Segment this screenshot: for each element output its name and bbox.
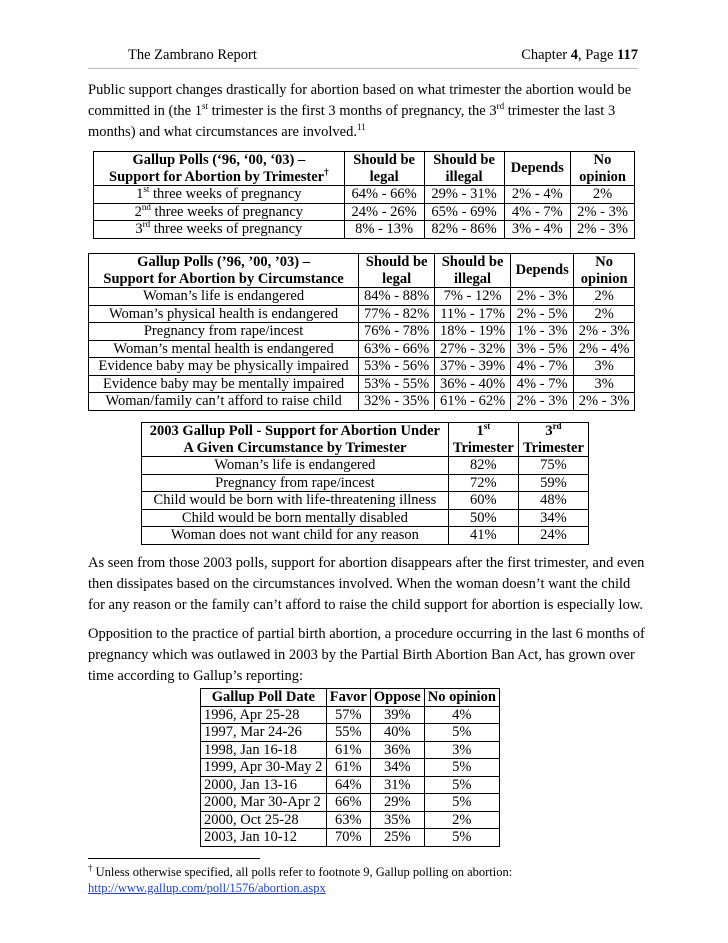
chapter-number: 4 (570, 47, 578, 63)
cell-legal: 84% - 88% (359, 288, 435, 306)
row-label: Child would be born mentally disabled (142, 509, 449, 527)
t1-h5b: opinion (579, 168, 626, 185)
cell-noopinion: 2% - 4% (574, 340, 635, 358)
cell-noopinion: 2% - 3% (574, 323, 635, 341)
cell-depends: 3% - 4% (504, 221, 571, 239)
t2-header-depends: Depends (511, 254, 574, 288)
t2-h5b: opinion (580, 270, 628, 287)
cell-favor: 61% (326, 741, 370, 759)
cell-noopinion: 3% (574, 358, 635, 376)
t4-header-date: Gallup Poll Date (201, 689, 327, 707)
t2-h1a: Gallup Polls (’96, ’00, ’03) – (137, 254, 310, 270)
cell-illegal: 29% - 31% (424, 186, 504, 204)
t1-h2a: Should be (353, 152, 415, 168)
cell-depends: 2% - 4% (504, 186, 571, 204)
table-row (201, 794, 500, 812)
cell-favor: 57% (326, 706, 370, 724)
para1-c: trimester the last 3 months) and what circumstances are involved. (88, 103, 616, 140)
footnote-text: Unless otherwise specified, all polls refer to footnote 9, Gallup polling on abortion: (92, 865, 513, 879)
cell-legal: 77% - 82% (359, 305, 435, 323)
dagger-ref: † (324, 166, 329, 177)
text: three weeks of pregnancy (150, 221, 303, 237)
t1-h1a: Gallup Polls (‘96, ‘00, ‘03) – (132, 152, 306, 168)
cell-noopinion: 2% - 3% (571, 203, 635, 221)
cell-illegal: 37% - 39% (435, 358, 511, 376)
num: 2 (134, 203, 142, 220)
row-label: Woman/family can’t afford to raise child (89, 393, 359, 411)
cell-illegal: 82% - 86% (424, 221, 504, 239)
cell-depends: 4% - 7% (511, 375, 574, 393)
cell-third: 48% (518, 492, 588, 510)
row-label: Pregnancy from rape/incest (142, 474, 449, 492)
row-label (94, 203, 345, 221)
t3-h3n: 3 (545, 423, 553, 439)
t2-header-legal (359, 254, 435, 288)
trimester-circumstance-table (141, 422, 589, 545)
cell-oppose: 34% (370, 759, 424, 777)
cell-legal: 63% - 66% (359, 340, 435, 358)
cell-legal: 53% - 56% (359, 358, 435, 376)
table-row (142, 474, 589, 492)
cell-noopinion: 3% (424, 741, 499, 759)
t3-h1a: 2003 Gallup Poll - Support for Abortion Under (149, 423, 440, 439)
t2-h5a: No (595, 254, 613, 270)
ordinal: nd (141, 201, 151, 212)
trimester-table (93, 151, 635, 239)
para1-sup1: st (201, 101, 208, 112)
t3-h2n: 1 (476, 423, 484, 439)
cell-depends: 2% - 3% (511, 288, 574, 306)
table-row (201, 706, 500, 724)
table-row (201, 811, 500, 829)
cell-legal: 76% - 78% (359, 323, 435, 341)
t2-h3b: illegal (454, 270, 492, 287)
cell-favor: 55% (326, 724, 370, 742)
t1-header-label (94, 152, 345, 186)
report-title: The Zambrano Report (128, 47, 257, 63)
cell-oppose: 36% (370, 741, 424, 759)
t1-header-depends: Depends (504, 152, 571, 186)
cell-first: 50% (448, 509, 518, 527)
t3-h1b: A Given Circumstance by Trimester (183, 439, 407, 456)
cell-first: 41% (448, 527, 518, 545)
row-label: Woman’s life is endangered (142, 457, 449, 475)
t4-header-favor: Favor (326, 689, 370, 707)
para1-b: trimester is the first 3 months of pregnancy, the 3 (207, 103, 497, 119)
cell-depends: 2% - 3% (511, 393, 574, 411)
cell-oppose: 25% (370, 829, 424, 847)
row-label (94, 186, 345, 204)
t2-h1b: Support for Abortion by Circumstance (103, 270, 344, 287)
row-label: Woman does not want child for any reason (142, 527, 449, 545)
cell-first: 60% (448, 492, 518, 510)
cell-depends: 4% - 7% (511, 358, 574, 376)
cell-illegal: 11% - 17% (435, 305, 511, 323)
num: 3 (135, 221, 143, 237)
cell-noopinion: 4% (424, 706, 499, 724)
table-row (89, 323, 635, 341)
cell-depends: 1% - 3% (511, 323, 574, 341)
footnote (88, 864, 512, 896)
cell-noopinion: 5% (424, 829, 499, 847)
cell-oppose: 31% (370, 776, 424, 794)
para3-text: Opposition to the practice of partial birth abortion, a procedure occurring in the last 6 months of pregnancy which was outlawed in 2003 by the Partial Birth Abortion Ban Act, has grown over time according to Gallup’s reporting: (88, 626, 645, 684)
row-label: Pregnancy from rape/incest (89, 323, 359, 341)
cell-noopinion: 2% (424, 811, 499, 829)
cell-legal: 64% - 66% (344, 186, 424, 204)
table-row (201, 741, 500, 759)
t2-header-label (89, 254, 359, 288)
cell-favor: 64% (326, 776, 370, 794)
cell-noopinion: 2% (574, 288, 635, 306)
footnote-mark: † (88, 862, 93, 873)
page-number: 117 (617, 47, 638, 63)
t3-h2b: Trimester (452, 439, 514, 456)
table-row (142, 492, 589, 510)
cell-oppose: 39% (370, 706, 424, 724)
cell-noopinion: 2% - 3% (574, 393, 635, 411)
cell-depends: 4% - 7% (504, 203, 571, 221)
para1-a: Public support changes drastically for abortion based on what trimester the abortion would be committed in (the 1 (88, 82, 632, 119)
cell-illegal: 61% - 62% (435, 393, 511, 411)
cell-depends: 2% - 5% (511, 305, 574, 323)
cell-favor: 63% (326, 811, 370, 829)
cell-legal: 53% - 55% (359, 375, 435, 393)
cell-oppose: 29% (370, 794, 424, 812)
row-label: Evidence baby may be mentally impaired (89, 375, 359, 393)
para2-text: As seen from those 2003 polls, support for abortion disappears after the first trimester, and even then dissipates based on the circumstances involved. When the woman doesn’t want the child for any reason or the family can’t afford to raise the child support for abortion is especially low. (88, 555, 645, 613)
partial-birth-paragraph (88, 624, 648, 687)
cell-noopinion: 5% (424, 776, 499, 794)
cell-illegal: 7% - 12% (435, 288, 511, 306)
cell-noopinion: 2% (571, 186, 635, 204)
row-label: Evidence baby may be physically impaired (89, 358, 359, 376)
t1-h3a: Should be (433, 152, 495, 168)
intro-paragraph (88, 80, 648, 143)
table-row (89, 358, 635, 376)
table-row (201, 829, 500, 847)
circumstance-table (88, 253, 635, 411)
table-row (201, 759, 500, 777)
cell-date: 1996, Apr 25-28 (201, 706, 327, 724)
chapter-prefix: Chapter (521, 47, 571, 63)
cell-date: 2003, Jan 10-12 (201, 829, 327, 847)
ordinal: rd (142, 219, 151, 230)
t3-h3s: rd (552, 421, 562, 432)
chapter-page (521, 47, 638, 64)
t3-h3b: Trimester (522, 439, 584, 456)
cell-illegal: 27% - 32% (435, 340, 511, 358)
table-row (89, 375, 635, 393)
text: three weeks of pregnancy (149, 186, 302, 202)
cell-favor: 66% (326, 794, 370, 812)
t2-h2b: legal (382, 270, 412, 287)
cell-noopinion: 3% (574, 375, 635, 393)
table-row (201, 724, 500, 742)
cell-favor: 70% (326, 829, 370, 847)
cell-date: 1998, Jan 16-18 (201, 741, 327, 759)
cell-noopinion: 5% (424, 794, 499, 812)
cell-first: 82% (448, 457, 518, 475)
t1-header-noopinion (571, 152, 635, 186)
table-row (201, 776, 500, 794)
cell-favor: 61% (326, 759, 370, 777)
cell-date: 2000, Jan 13-16 (201, 776, 327, 794)
cell-third: 75% (518, 457, 588, 475)
partial-birth-table (200, 688, 500, 847)
t1-h2b: legal (369, 168, 399, 185)
para1-sup2: rd (496, 101, 505, 112)
t3-header-label (142, 423, 449, 457)
cell-third: 59% (518, 474, 588, 492)
table-row (142, 527, 589, 545)
cell-noopinion: 5% (424, 759, 499, 777)
row-label: Woman’s physical health is endangered (89, 305, 359, 323)
t3-header-first (448, 423, 518, 457)
t1-h5a: No (593, 152, 612, 168)
cell-first: 72% (448, 474, 518, 492)
table-row (89, 288, 635, 306)
cell-third: 34% (518, 509, 588, 527)
t2-h3a: Should be (441, 254, 504, 270)
page-prefix: , Page (577, 47, 618, 63)
t1-header-illegal (424, 152, 504, 186)
num: 1 (136, 186, 144, 202)
cell-illegal: 65% - 69% (424, 203, 504, 221)
t4-header-noopinion: No opinion (424, 689, 499, 707)
t1-h1b: Support for Abortion by Trimester (109, 168, 325, 185)
cell-legal: 32% - 35% (359, 393, 435, 411)
cell-date: 1997, Mar 24-26 (201, 724, 327, 742)
footnote-rule (88, 858, 260, 859)
cell-noopinion: 2% - 3% (571, 221, 635, 239)
t1-h3b: illegal (445, 168, 483, 185)
text: three weeks of pregnancy (150, 203, 304, 220)
table-row (89, 340, 635, 358)
cell-legal: 24% - 26% (344, 203, 424, 221)
cell-legal: 8% - 13% (344, 221, 424, 239)
cell-illegal: 36% - 40% (435, 375, 511, 393)
cell-date: 2000, Oct 25-28 (201, 811, 327, 829)
t3-header-third (518, 423, 588, 457)
page-header (128, 47, 638, 67)
cell-date: 2000, Mar 30-Apr 2 (201, 794, 327, 812)
analysis-paragraph (88, 553, 648, 616)
t4-header-oppose: Oppose (370, 689, 424, 707)
row-label (94, 221, 345, 239)
row-label: Child would be born with life-threatening illness (142, 492, 449, 510)
cell-illegal: 18% - 19% (435, 323, 511, 341)
t1-header-legal (344, 152, 424, 186)
ordinal: st (143, 184, 150, 195)
t2-h2a: Should be (365, 254, 428, 270)
cell-oppose: 40% (370, 724, 424, 742)
table-row (89, 393, 635, 411)
table-row (142, 457, 589, 475)
cell-oppose: 35% (370, 811, 424, 829)
cell-noopinion: 2% (574, 305, 635, 323)
t2-header-illegal (435, 254, 511, 288)
cell-depends: 3% - 5% (511, 340, 574, 358)
row-label: Woman’s mental health is endangered (89, 340, 359, 358)
table-row (94, 186, 635, 204)
cell-third: 24% (518, 527, 588, 545)
gallup-link[interactable]: http://www.gallup.com/poll/1576/abortion.aspx (88, 881, 326, 895)
table-row (142, 509, 589, 527)
cell-noopinion: 5% (424, 724, 499, 742)
header-rule (88, 68, 638, 69)
t3-h2s: st (483, 421, 491, 432)
table-row (89, 305, 635, 323)
row-label: Woman’s life is endangered (89, 288, 359, 306)
t2-header-noopinion (574, 254, 635, 288)
footnote-ref: 11 (356, 122, 366, 133)
table-row (94, 221, 635, 239)
cell-date: 1999, Apr 30-May 2 (201, 759, 327, 777)
table-row (94, 203, 635, 221)
